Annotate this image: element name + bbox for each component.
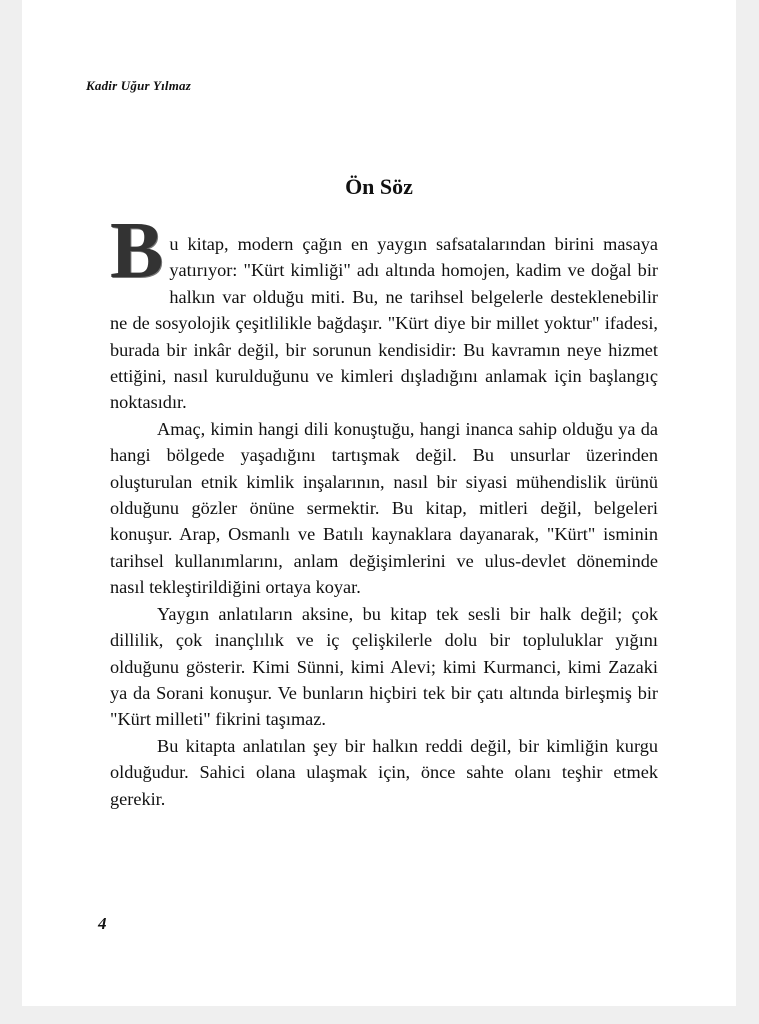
drop-cap: B <box>110 207 164 295</box>
running-header-author: Kadir Uğur Yılmaz <box>86 78 192 93</box>
chapter-title: Ön Söz <box>345 174 413 199</box>
page-number: 4 <box>98 914 107 933</box>
paragraph-3: Yaygın anlatıların aksine, bu kitap tek sesli bir halk değil; çok dillilik, çok inançlılık ve iç çelişkilerle dolu bir topluluklar yığını olduğunu gösterir. Kimi Sünni, kimi Alevi; kimi Kurmanci, kimi Zazaki ya da Sorani konuşur. Ve bunların hiçbiri tek bir çatı altında birleşmiş bir "Kürt milleti" fikrini taşımaz. <box>110 603 658 730</box>
paragraph-4: Bu kitapta anlatılan şey bir halkın reddi değil, bir kimliğin kurgu olduğudur. Sahici olana ulaşmak için, önce sahte olanı teşhir etmek gerekir. <box>110 735 658 809</box>
book-page <box>22 0 736 1006</box>
paragraph-1 <box>110 207 658 416</box>
body-text <box>110 207 658 812</box>
paragraph-2: Amaç, kimin hangi dili konuştuğu, hangi inanca sahip olduğu ya da hangi bölgede yaşadığını tartışmak değil. Bu unsurlar üzerinden oluşturulan etnik kimlik inşalarının, nasıl bir siyasi mühendislik ürünü olduğunu gözler önüne sermektir. Bu kitap, mitleri değil, belgeleri konuşur. Arap, Osmanlı ve Batılı kaynaklara dayanarak, "Kürt" isminin tarihsel kullanımlarını, anlam değişimlerini ve ulus-devlet döneminde nasıl tekleştirildiğini ortaya koyar. <box>110 418 658 598</box>
paragraph-1-text: u kitap, modern çağın en yaygın safsatalarından birini masaya yatırıyor: "Kürt kimliği" adı altında homojen, kadim ve doğal bir halkın var olduğu miti. Bu, ne tarihsel belgelerle desteklenebilir ne de sosyolojik çeşitlilikle bağdaşır. "Kürt diye bir millet yoktur" ifadesi, burada bir inkâr değil, bir sorunun kendisidir: Bu kavramın neye hizmet ettiğini, nasıl kurulduğunu ve kimleri dışladığını anlamak için başlangıç noktasıdır. <box>110 234 658 413</box>
